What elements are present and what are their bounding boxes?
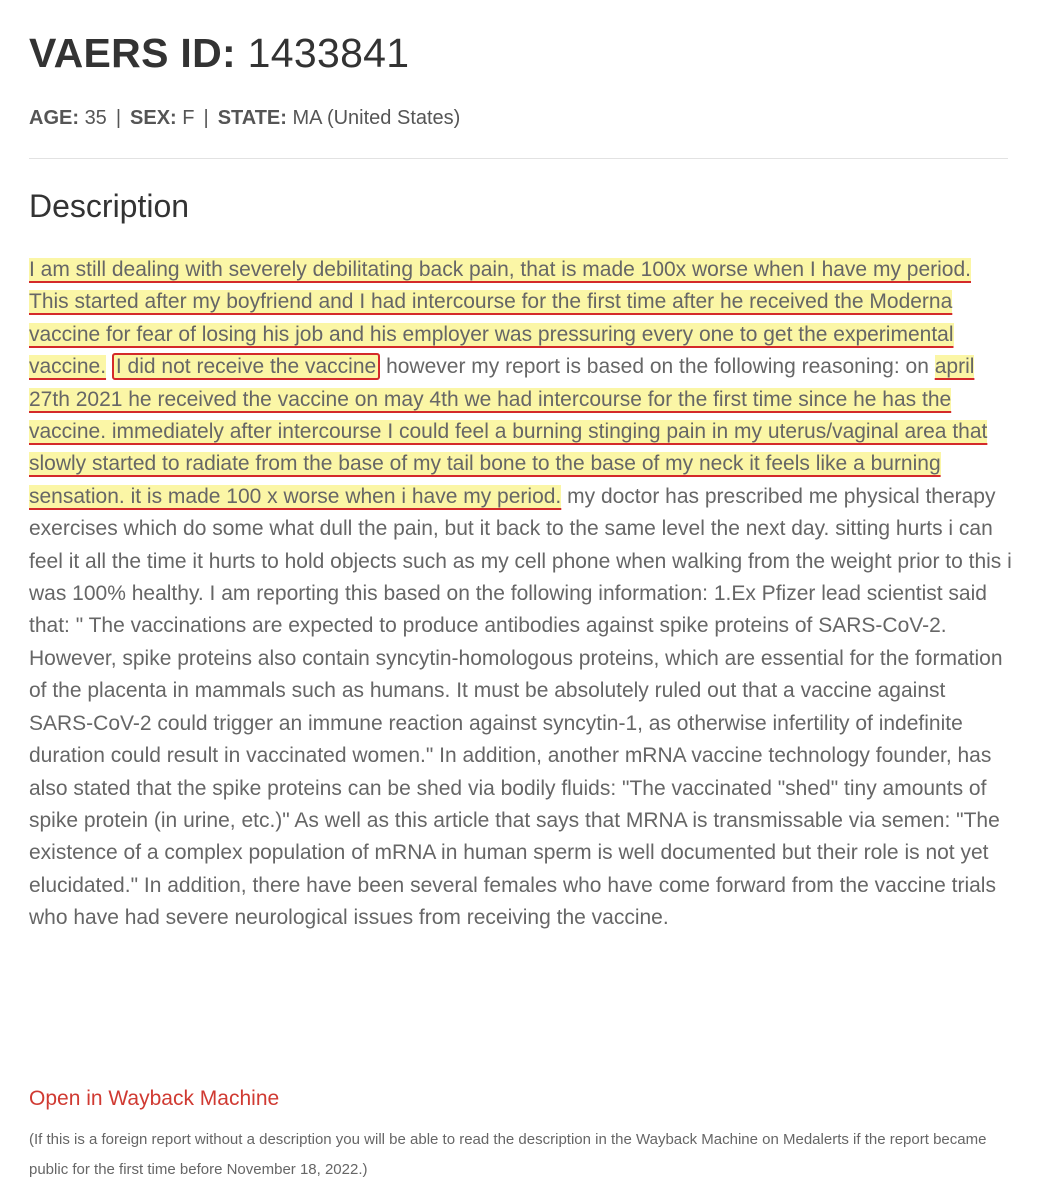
wayback-note: (If this is a foreign report without a description you will be able to read the description in the Wayback Machine on Medalerts if the report became public for the first time before November 18, 2022.) [29, 1131, 987, 1178]
age-label: AGE: [29, 107, 79, 129]
page-title [29, 30, 409, 77]
sex-value: F [182, 107, 195, 129]
section-divider [29, 158, 1008, 159]
plain-passage: my doctor has prescribed me physical therapy exercises which do some what dull the pain, but it back to the same level the next day. sitting hurts i can feel it all the time it hurts to hold objects such as my cell phone when walking from the weight prior to this i was 100% healthy. I am reporting this based on the following information: 1.Ex Pfizer lead scientist said that: " The vaccinations are expected to produce antibodies against spike proteins of SARS-CoV-2. However, spike proteins also contain syncytin-homologous proteins, which are essential for the formation of the placenta in mammals such as humans. It must be absolutely ruled out that a vaccine against SARS-CoV-2 could trigger an immune reaction against syncytin-1, as otherwise infertility of indefinite duration could result in vaccinated women." In addition, another mRNA vaccine technology founder, has also stated that the spike proteins can be shed via bodily fluids: "The vaccinated "shed" tiny amounts of spike protein (in urine, etc.)" As well as this article that says that MRNA is transmissable via semen: "The existence of a complex population of mRNA in human sperm is well documented but their role is not yet elucidated." In addition, there have been several females who have come forward from the vaccine trials who have had severe neurological issues from receiving the vaccine. [29, 484, 1012, 930]
state-label: STATE: [217, 107, 287, 129]
title-label: VAERS ID: [29, 30, 236, 76]
meta-separator: | [115, 107, 122, 129]
highlighted-passage: april 27th 2021 he received the vaccine on may 4th we had intercourse for the first time since he has the vaccine. immediately after intercourse I could feel a burning stinging pain in my uterus/vaginal area that slowly started to radiate from the base of my tail bone to the base of my neck it feels like a burning sensation. it is made 100 x worse when i have my period. [29, 355, 988, 508]
report-meta [29, 107, 460, 130]
sex-label: SEX: [130, 107, 177, 129]
description-text [29, 254, 1014, 935]
description-heading: Description [29, 188, 190, 224]
wayback-machine-link[interactable]: Open in Wayback Machine [29, 1087, 280, 1110]
vaers-id: 1433841 [247, 30, 410, 76]
state-value: MA (United States) [292, 107, 461, 129]
highlighted-passage: I am still dealing with severely debilitating back pain, that is made 100x worse when I have my period. This started after my boyfriend and I had intercourse for the first time after he received the Moderna vaccine for fear of losing his job and his employer was pressuring every one to get the experimental vaccine. [29, 258, 971, 379]
meta-separator: | [203, 107, 209, 129]
age-value: 35 [84, 107, 107, 129]
plain-passage: however my report is based on the following reasoning: on [386, 355, 929, 379]
boxed-passage: I did not receive the vaccine [112, 353, 380, 380]
